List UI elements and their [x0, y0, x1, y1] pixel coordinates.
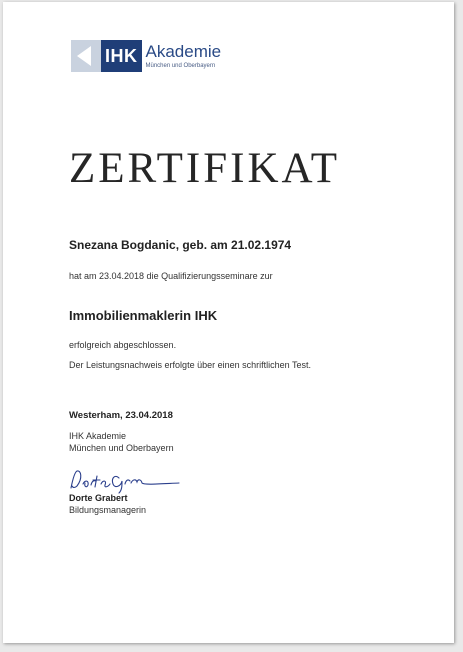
organization-line-1: IHK Akademie [69, 431, 127, 441]
ihk-arrow-icon [71, 40, 101, 72]
logo-name: Akademie [145, 42, 222, 61]
intro-line: hat am 23.04.2018 die Qualifizierungsseminare zur [69, 271, 273, 281]
certificate-title: ZERTIFIKAT [69, 145, 341, 192]
logo-ihk-box: IHK [101, 40, 142, 72]
qualification-title: Immobilienmaklerin IHK [69, 308, 218, 323]
recipient-line: Snezana Bogdanic, geb. am 21.02.1974 [69, 238, 292, 252]
certificate-page [3, 2, 454, 643]
place-date: Westerham, 23.04.2018 [69, 410, 173, 421]
assessment-line: Der Leistungsnachweis erfolgte über einen schriftlichen Test. [69, 360, 311, 370]
signer-role: Bildungsmanagerin [69, 505, 147, 515]
handwritten-signature [67, 468, 181, 494]
signer-name: Dorte Grabert [69, 493, 128, 503]
organization-line-2: München und Oberbayern [69, 443, 174, 453]
ihk-akademie-logo [71, 40, 221, 72]
completion-line: erfolgreich abgeschlossen. [69, 340, 177, 350]
logo-subtitle: München und Oberbayern [145, 63, 216, 69]
logo-text [146, 43, 222, 69]
